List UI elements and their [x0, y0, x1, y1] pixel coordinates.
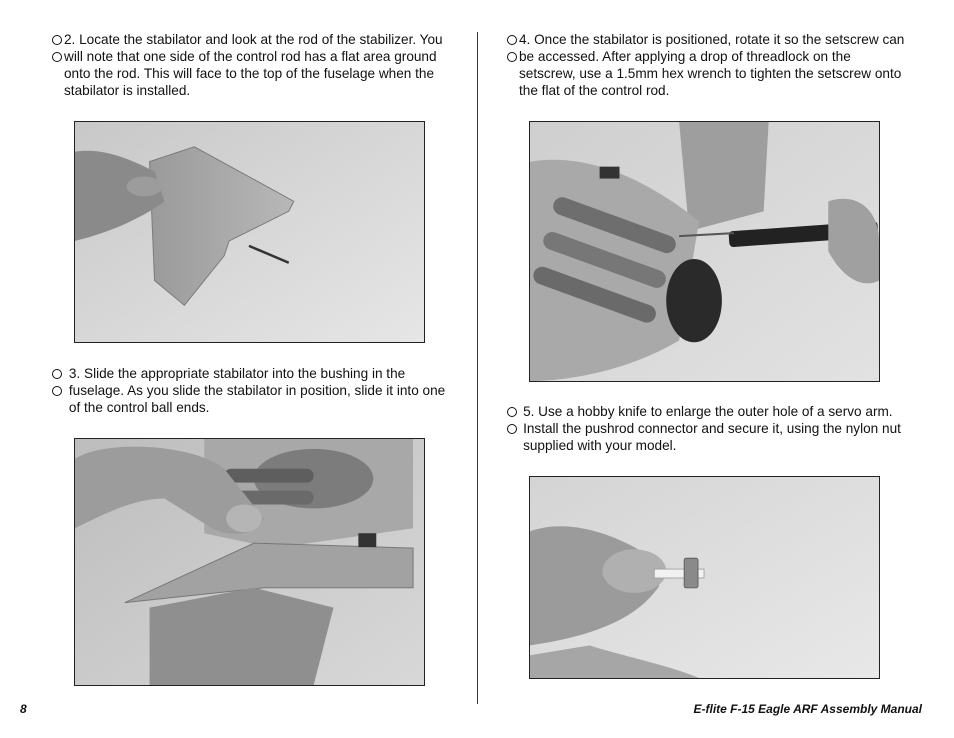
checkbox-circle-icon: [52, 35, 62, 45]
checkbox-icons: [507, 31, 519, 65]
photo-setscrew-tighten: [529, 121, 880, 382]
photo-stabilator-rod: [74, 121, 425, 343]
step-3-text: 3. Slide the appropriate stabilator into the bushing in the fuselage. As you slide the stabilator in position, slide it into one of the control ball ends.: [68, 366, 446, 415]
column-divider: [477, 32, 478, 704]
manual-title: E-flite F-15 Eagle ARF Assembly Manual: [693, 702, 922, 716]
photo-pushrod-connector: [529, 476, 880, 679]
step-2: [52, 31, 452, 99]
page-number: 8: [20, 702, 27, 716]
checkbox-circle-icon: [52, 369, 62, 379]
step-2-text: 2. Locate the stabilator and look at the rod of the stabilizer. You will note that one side of the control rod has a flat area ground onto the rod. This will face to the top of the fuselage when the stabilator is installed.: [64, 32, 443, 98]
checkbox-circle-icon: [507, 407, 517, 417]
checkbox-circle-icon: [507, 52, 517, 62]
checkbox-circle-icon: [507, 424, 517, 434]
checkbox-icons: [52, 365, 69, 399]
checkbox-circle-icon: [507, 35, 517, 45]
step-4-text: 4. Once the stabilator is positioned, rotate it so the setscrew can be accessed. After applying a drop of threadlock on the setscrew, use a 1.5mm hex wrench to tighten the setscrew onto the flat of the control rod.: [519, 32, 905, 98]
step-4: [507, 31, 907, 99]
checkbox-icons: [52, 31, 64, 65]
step-3: [52, 365, 452, 416]
checkbox-circle-icon: [52, 52, 62, 62]
checkbox-circle-icon: [52, 386, 62, 396]
checkbox-icons: [507, 403, 523, 437]
step-5: [507, 403, 907, 454]
step-5-text: 5. Use a hobby knife to enlarge the outer hole of a servo arm. Install the pushrod connector and secure it, using the nylon nut supplied with your model.: [523, 404, 901, 453]
photo-stabilator-install: [74, 438, 425, 686]
